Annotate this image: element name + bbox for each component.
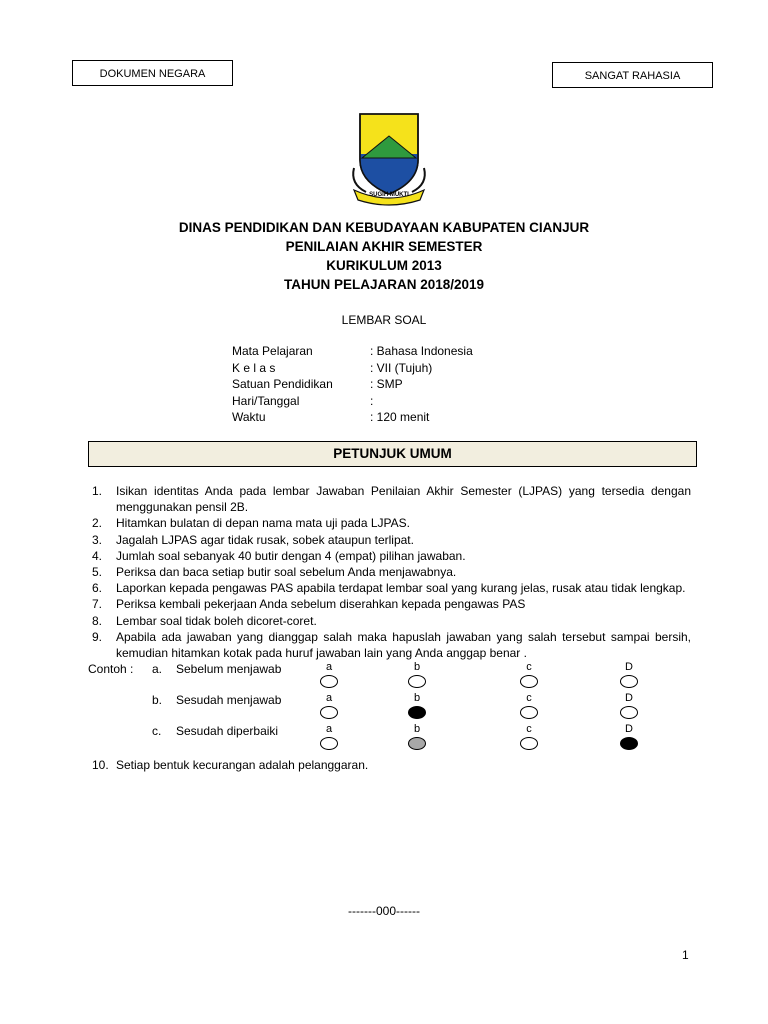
answer-bubble bbox=[408, 706, 426, 719]
info-label: Hari/Tanggal bbox=[232, 393, 300, 408]
option-letter: b bbox=[413, 692, 421, 705]
list-item bbox=[88, 548, 691, 564]
answer-bubble bbox=[620, 737, 638, 750]
answer-bubble bbox=[520, 737, 538, 750]
list-number: 9. bbox=[92, 629, 103, 644]
list-item bbox=[88, 613, 691, 629]
page-number: 1 bbox=[682, 948, 689, 962]
option-letter: D bbox=[625, 723, 633, 736]
answer-bubble bbox=[620, 675, 638, 688]
info-row-subject bbox=[0, 343, 768, 360]
title-line-3: KURIKULUM 2013 bbox=[326, 258, 442, 273]
list-text: Periksa kembali pekerjaan Anda sebelum diserahkan kepada pengawas PAS bbox=[116, 597, 526, 612]
answer-bubble bbox=[620, 706, 638, 719]
answer-bubble bbox=[320, 675, 338, 688]
example-marker: b. bbox=[152, 693, 163, 708]
list-item bbox=[88, 580, 691, 596]
list-text: Jagalah LJPAS agar tidak rusak, sobek ataupun terlipat. bbox=[116, 532, 414, 547]
option-letter: D bbox=[625, 692, 633, 705]
example-marker: a. bbox=[152, 662, 163, 677]
info-value: : bbox=[370, 393, 374, 408]
list-item bbox=[88, 564, 691, 580]
list-number: 6. bbox=[92, 581, 103, 596]
sangat-rahasia-label: SANGAT RAHASIA bbox=[552, 62, 713, 88]
instructions-list bbox=[88, 483, 691, 773]
option-letter: D bbox=[625, 661, 633, 674]
list-text: Isikan identitas Anda pada lembar Jawaban Penilaian Akhir Semester (LJPAS) yang tersedia dengan menggunakan pensil 2B. bbox=[116, 484, 691, 515]
title-line-1: DINAS PENDIDIKAN DAN KEBUDAYAAN KABUPATEN CIANJUR bbox=[178, 220, 590, 235]
info-row-class bbox=[0, 360, 768, 377]
example-label: Sesudah menjawab bbox=[176, 693, 282, 708]
answer-bubble bbox=[520, 675, 538, 688]
list-number: 2. bbox=[92, 516, 103, 531]
list-text: Jumlah soal sebanyak 40 butir dengan 4 (empat) pilihan jawaban. bbox=[116, 548, 466, 563]
list-text: Hitamkan bulatan di depan nama mata uji pada LJPAS. bbox=[116, 516, 410, 531]
info-value: : 120 menit bbox=[370, 410, 430, 424]
list-number: 10. bbox=[92, 758, 109, 773]
sheet-label: LEMBAR SOAL bbox=[341, 313, 427, 327]
list-text: Setiap bentuk kecurangan adalah pelanggaran. bbox=[116, 758, 369, 773]
info-label: Waktu bbox=[232, 410, 266, 424]
list-item bbox=[88, 532, 691, 548]
info-value: : Bahasa Indonesia bbox=[370, 344, 473, 358]
list-text: Apabila ada jawaban yang dianggap salah maka hapuslah jawaban yang salah tersebut sampai bersih, kemudian hitamkan kotak pada huruf jawaban lain yang Anda anggap benar . bbox=[116, 629, 691, 661]
emblem-motto: SUGIH MUKTI bbox=[369, 192, 409, 198]
info-row-time bbox=[0, 409, 768, 426]
info-row-school-level bbox=[0, 376, 768, 393]
info-label: Satuan Pendidikan bbox=[232, 377, 333, 391]
list-text: Laporkan kepada pengawas PAS apabila terdapat lembar soal yang kurang jelas, rusak atau tidak lengkap. bbox=[116, 581, 686, 596]
list-number: 3. bbox=[92, 532, 103, 547]
general-instructions-banner: PETUNJUK UMUM bbox=[88, 441, 697, 467]
example-label: Sebelum menjawab bbox=[176, 662, 282, 677]
list-number: 1. bbox=[92, 484, 103, 498]
example-label: Sesudah diperbaiki bbox=[176, 724, 279, 739]
list-item bbox=[88, 596, 691, 612]
info-label: K e l a s bbox=[232, 360, 276, 375]
end-mark: -------000------ bbox=[348, 904, 420, 918]
list-item bbox=[88, 515, 691, 531]
answer-example bbox=[88, 661, 691, 757]
answer-bubble bbox=[520, 706, 538, 719]
info-label: Mata Pelajaran bbox=[232, 344, 313, 358]
list-item bbox=[88, 629, 691, 661]
example-prefix: Contoh : bbox=[88, 662, 134, 677]
option-letter: b bbox=[413, 723, 421, 736]
answer-bubble bbox=[408, 737, 426, 750]
cianjur-emblem bbox=[346, 110, 432, 206]
list-number: 8. bbox=[92, 613, 103, 628]
list-text: Periksa dan baca setiap butir soal sebelum Anda menjawabnya. bbox=[116, 565, 457, 580]
answer-bubble bbox=[408, 675, 426, 688]
title-line-4: TAHUN PELAJARAN 2018/2019 bbox=[283, 277, 485, 292]
info-value: : VII (Tujuh) bbox=[370, 360, 433, 375]
example-marker: c. bbox=[152, 724, 162, 739]
option-letter: b bbox=[413, 661, 421, 674]
info-value: : SMP bbox=[370, 377, 403, 391]
option-letter: a bbox=[325, 723, 333, 736]
answer-bubble bbox=[320, 737, 338, 750]
option-letter: a bbox=[325, 692, 333, 705]
list-number: 7. bbox=[92, 597, 103, 612]
dokumen-negara-label: DOKUMEN NEGARA bbox=[72, 60, 233, 86]
list-item bbox=[88, 757, 691, 773]
info-row-date bbox=[0, 393, 768, 410]
info-table bbox=[0, 343, 768, 426]
option-letter: c bbox=[526, 723, 532, 736]
list-number: 4. bbox=[92, 548, 103, 563]
list-number: 5. bbox=[92, 565, 103, 580]
option-letter: a bbox=[325, 661, 333, 674]
title-line-2: PENILAIAN AKHIR SEMESTER bbox=[285, 239, 483, 254]
list-text: Lembar soal tidak boleh dicoret-coret. bbox=[116, 613, 317, 628]
list-item bbox=[88, 483, 691, 515]
answer-bubble bbox=[320, 706, 338, 719]
option-letter: c bbox=[526, 692, 532, 705]
option-letter: c bbox=[526, 661, 532, 674]
